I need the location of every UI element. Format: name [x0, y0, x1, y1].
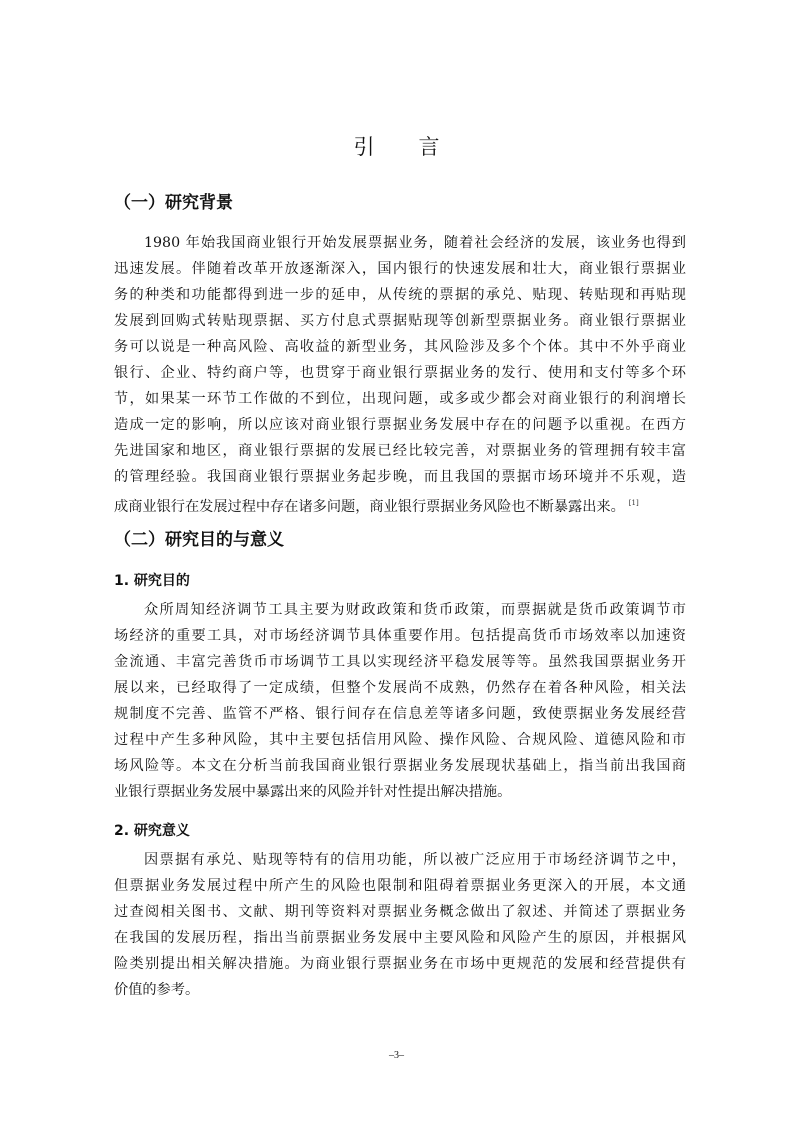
page-number: –3–: [389, 1050, 404, 1061]
paragraph-background: [114, 230, 686, 516]
text-line-last: 业银行票据业务发展中暴露出来的风险并针对性提出解决措施。: [114, 784, 512, 800]
text-line: 但票据业务发展过程中所产生的风险也限制和阻碍着票据业务更深入的开展，本文通: [114, 878, 686, 894]
page-title-char-2: 言: [418, 135, 440, 159]
text-line: 险类别提出相关解决措施。为商业银行票据业务在市场中更规范的发展和经营提供有: [114, 956, 686, 972]
citation-marker: [1]: [628, 499, 639, 507]
text-line: 迅速发展。伴随着改革开放逐渐深入，国内银行的快速发展和壮大，商业银行票据业: [114, 261, 686, 277]
page-title: [0, 131, 793, 161]
subsection-heading-purpose: 1. 研究目的: [114, 573, 190, 589]
text-line: 务可以说是一种高风险、高收益的新型业务，其风险涉及多个个体。其中不外乎商业: [114, 339, 686, 355]
text-line: 发展到回购式转贴现票据、买方付息式票据贴现等创新型票据业务。商业银行票据业: [114, 313, 686, 329]
section-heading-background: （一）研究背景: [114, 193, 233, 213]
text-line: 在我国的发展历程，指出当前票据业务发展中主要风险和风险产生的原因，并根据风: [114, 930, 686, 946]
text-line-content: 成商业银行在发展过程中存在诸多问题，商业银行票据业务风险也不断暴露出来。: [114, 499, 625, 515]
text-line: 因票据有承兑、贴现等特有的信用功能，所以被广泛应用于市场经济调节之中，: [144, 852, 686, 868]
paragraph-purpose: [114, 597, 686, 805]
text-line: 务的种类和功能都得到进一步的延申，从传统的票据的承兑、贴现、转贴现和再贴现: [114, 287, 686, 303]
text-line: 场风险等。本文在分析当前我国商业银行票据业务发展现状基础上，指当前出我国商: [114, 758, 686, 774]
text-line: 展以来，已经取得了一定成绩，但整个发展尚不成熟，仍然存在着各种风险，相关法: [114, 680, 686, 696]
text-line: 场经济的重要工具，对市场经济调节具体重要作用。包括提高货币市场效率以加速资: [114, 628, 686, 644]
text-line: 1980 年始我国商业银行开始发展票据业务，随着社会经济的发展，该业务也得到: [144, 235, 686, 251]
text-line-last: [114, 490, 686, 516]
subsection-heading-significance: 2. 研究意义: [114, 823, 190, 839]
page-title-char-1: 引: [353, 135, 375, 159]
text-line: 先进国家和地区，商业银行票据的发展已经比较完善，对票据业务的管理拥有较丰富: [114, 443, 686, 459]
text-line: 的管理经验。我国商业银行票据业务起步晚，而且我国的票据市场环境并不乐观，造: [114, 469, 686, 485]
paragraph-significance: [114, 847, 686, 1003]
text-line-last: 价值的参考。: [114, 982, 200, 998]
text-line: 过查阅相关图书、文献、期刊等资料对票据业务概念做出了叙述、并简述了票据业务: [114, 904, 686, 920]
text-line: 众所周知经济调节工具主要为财政政策和货币政策，而票据就是货币政策调节市: [144, 602, 686, 618]
text-line: 造成一定的影响，所以应该对商业银行票据业务发展中存在的问题予以重视。在西方: [114, 417, 686, 433]
text-line: 规制度不完善、监管不严格、银行间存在信息差等诸多问题，致使票据业务发展经营: [114, 706, 686, 722]
section-heading-purpose-significance: （二）研究目的与意义: [114, 530, 284, 550]
text-line: 银行、企业、特约商户等，也贯穿于商业银行票据业务的发行、使用和支付等多个环: [114, 365, 686, 381]
text-line: 过程中产生多种风险，其中主要包括信用风险、操作风险、合规风险、道德风险和市: [114, 732, 686, 748]
text-line: 节，如果某一环节工作做的不到位，出现问题，或多或少都会对商业银行的利润增长: [114, 391, 686, 407]
text-line: 金流通、丰富完善货币市场调节工具以实现经济平稳发展等等。虽然我国票据业务开: [114, 654, 686, 670]
